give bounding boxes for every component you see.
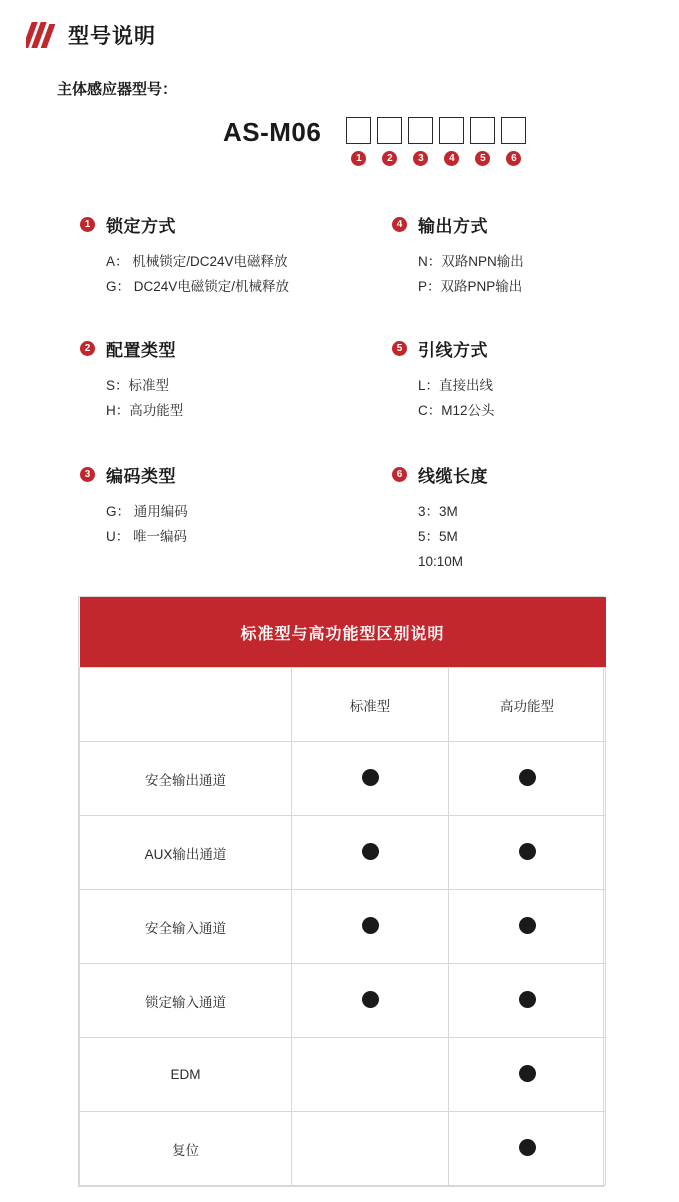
spec-section-lines xyxy=(106,499,188,549)
spec-line: H：高功能型 xyxy=(106,403,184,418)
table-row xyxy=(80,890,606,964)
filled-dot-icon xyxy=(362,843,379,860)
subtitle: 主体感应器型号： xyxy=(57,81,178,98)
box-number-badge: 3 xyxy=(413,151,428,166)
table-caption-row xyxy=(80,597,606,668)
box-number-badge: 4 xyxy=(444,151,459,166)
table-row xyxy=(80,964,606,1038)
spec-section-header xyxy=(80,462,188,487)
spec-line: 10:10M xyxy=(418,554,464,569)
row-label: 安全输入通道 xyxy=(80,890,292,964)
model-box-1 xyxy=(343,117,374,166)
spec-line: U： 唯一编码 xyxy=(106,529,187,544)
cell-advanced xyxy=(449,816,606,890)
row-label: AUX输出通道 xyxy=(80,816,292,890)
spec-section-2 xyxy=(80,336,183,423)
row-label: EDM xyxy=(80,1038,292,1112)
box-number-badge: 5 xyxy=(475,151,490,166)
spec-section-header xyxy=(80,336,183,361)
model-box-2 xyxy=(374,117,405,166)
section-title: 线缆长度 xyxy=(418,467,488,486)
table-row xyxy=(80,1112,606,1186)
cell-standard xyxy=(292,1112,449,1186)
spec-section-lines xyxy=(418,499,488,574)
filled-dot-icon xyxy=(519,1139,536,1156)
spec-section-lines xyxy=(418,249,524,299)
page-title: 型号说明 xyxy=(68,25,156,48)
spec-section-header xyxy=(80,212,289,237)
spec-section-3 xyxy=(80,462,188,549)
option-box xyxy=(346,117,371,144)
row-label: 安全输出通道 xyxy=(80,742,292,816)
cell-advanced xyxy=(449,964,606,1038)
cell-advanced xyxy=(449,890,606,964)
spec-line: A： 机械锁定/DC24V电磁释放 xyxy=(106,254,288,269)
spec-section-header xyxy=(392,462,488,487)
spec-line: L：直接出线 xyxy=(418,378,494,393)
spec-section-lines xyxy=(418,373,495,423)
cell-standard xyxy=(292,1038,449,1112)
model-code-row xyxy=(223,116,529,166)
filled-dot-icon xyxy=(519,917,536,934)
model-box-3 xyxy=(405,117,436,166)
spec-section-lines xyxy=(106,373,183,423)
option-box xyxy=(439,117,464,144)
row-label: 复位 xyxy=(80,1112,292,1186)
box-number-badge: 2 xyxy=(382,151,397,166)
filled-dot-icon xyxy=(362,769,379,786)
cell-advanced xyxy=(449,1112,606,1186)
model-code: AS-M06 xyxy=(223,117,322,147)
section-title: 输出方式 xyxy=(418,217,488,236)
row-label: 锁定输入通道 xyxy=(80,964,292,1038)
comparison-table xyxy=(79,597,606,1186)
section-number-badge: 4 xyxy=(392,217,407,232)
spec-section-lines xyxy=(106,249,289,299)
cell-standard xyxy=(292,742,449,816)
option-box xyxy=(408,117,433,144)
section-number-badge: 6 xyxy=(392,467,407,482)
table-row xyxy=(80,1038,606,1112)
model-box-4 xyxy=(436,117,467,166)
section-title: 引线方式 xyxy=(418,341,488,360)
comparison-table-wrapper xyxy=(78,596,604,1187)
section-number-badge: 1 xyxy=(80,217,95,232)
model-box-6 xyxy=(498,117,529,166)
filled-dot-icon xyxy=(519,843,536,860)
filled-dot-icon xyxy=(519,769,536,786)
spec-section-4 xyxy=(392,212,524,299)
table-header-standard: 标准型 xyxy=(292,668,449,742)
spec-section-header xyxy=(392,336,495,361)
table-row xyxy=(80,742,606,816)
spec-line: G： 通用编码 xyxy=(106,504,188,519)
table-header-blank xyxy=(80,668,292,742)
section-number-badge: 3 xyxy=(80,467,95,482)
spec-line: 3：3M xyxy=(418,504,458,519)
spec-line: P：双路PNP输出 xyxy=(418,279,523,294)
model-option-boxes xyxy=(343,117,529,166)
filled-dot-icon xyxy=(362,917,379,934)
spec-section-1 xyxy=(80,212,289,299)
section-title: 配置类型 xyxy=(106,341,176,360)
table-caption: 标准型与高功能型区别说明 xyxy=(80,597,606,668)
table-header-advanced: 高功能型 xyxy=(449,668,606,742)
spec-line: G： DC24V电磁锁定/机械释放 xyxy=(106,279,290,294)
section-number-badge: 2 xyxy=(80,341,95,356)
option-box xyxy=(377,117,402,144)
spec-section-6 xyxy=(392,462,488,574)
table-row xyxy=(80,816,606,890)
cell-standard xyxy=(292,816,449,890)
option-box xyxy=(501,117,526,144)
page-header xyxy=(26,20,156,50)
spec-line: C：M12公头 xyxy=(418,403,495,418)
filled-dot-icon xyxy=(362,991,379,1008)
brand-stripes-icon xyxy=(26,22,56,48)
cell-standard xyxy=(292,964,449,1038)
cell-advanced xyxy=(449,1038,606,1112)
table-header-row xyxy=(80,668,606,742)
spec-line: 5：5M xyxy=(418,529,458,544)
filled-dot-icon xyxy=(519,991,536,1008)
option-box xyxy=(470,117,495,144)
filled-dot-icon xyxy=(519,1065,536,1082)
section-title: 锁定方式 xyxy=(106,217,176,236)
box-number-badge: 6 xyxy=(506,151,521,166)
spec-line: S：标准型 xyxy=(106,378,170,393)
box-number-badge: 1 xyxy=(351,151,366,166)
section-title: 编码类型 xyxy=(106,467,176,486)
spec-section-header xyxy=(392,212,524,237)
section-number-badge: 5 xyxy=(392,341,407,356)
spec-line: N：双路NPN输出 xyxy=(418,254,524,269)
spec-section-5 xyxy=(392,336,495,423)
model-box-5 xyxy=(467,117,498,166)
cell-advanced xyxy=(449,742,606,816)
cell-standard xyxy=(292,890,449,964)
